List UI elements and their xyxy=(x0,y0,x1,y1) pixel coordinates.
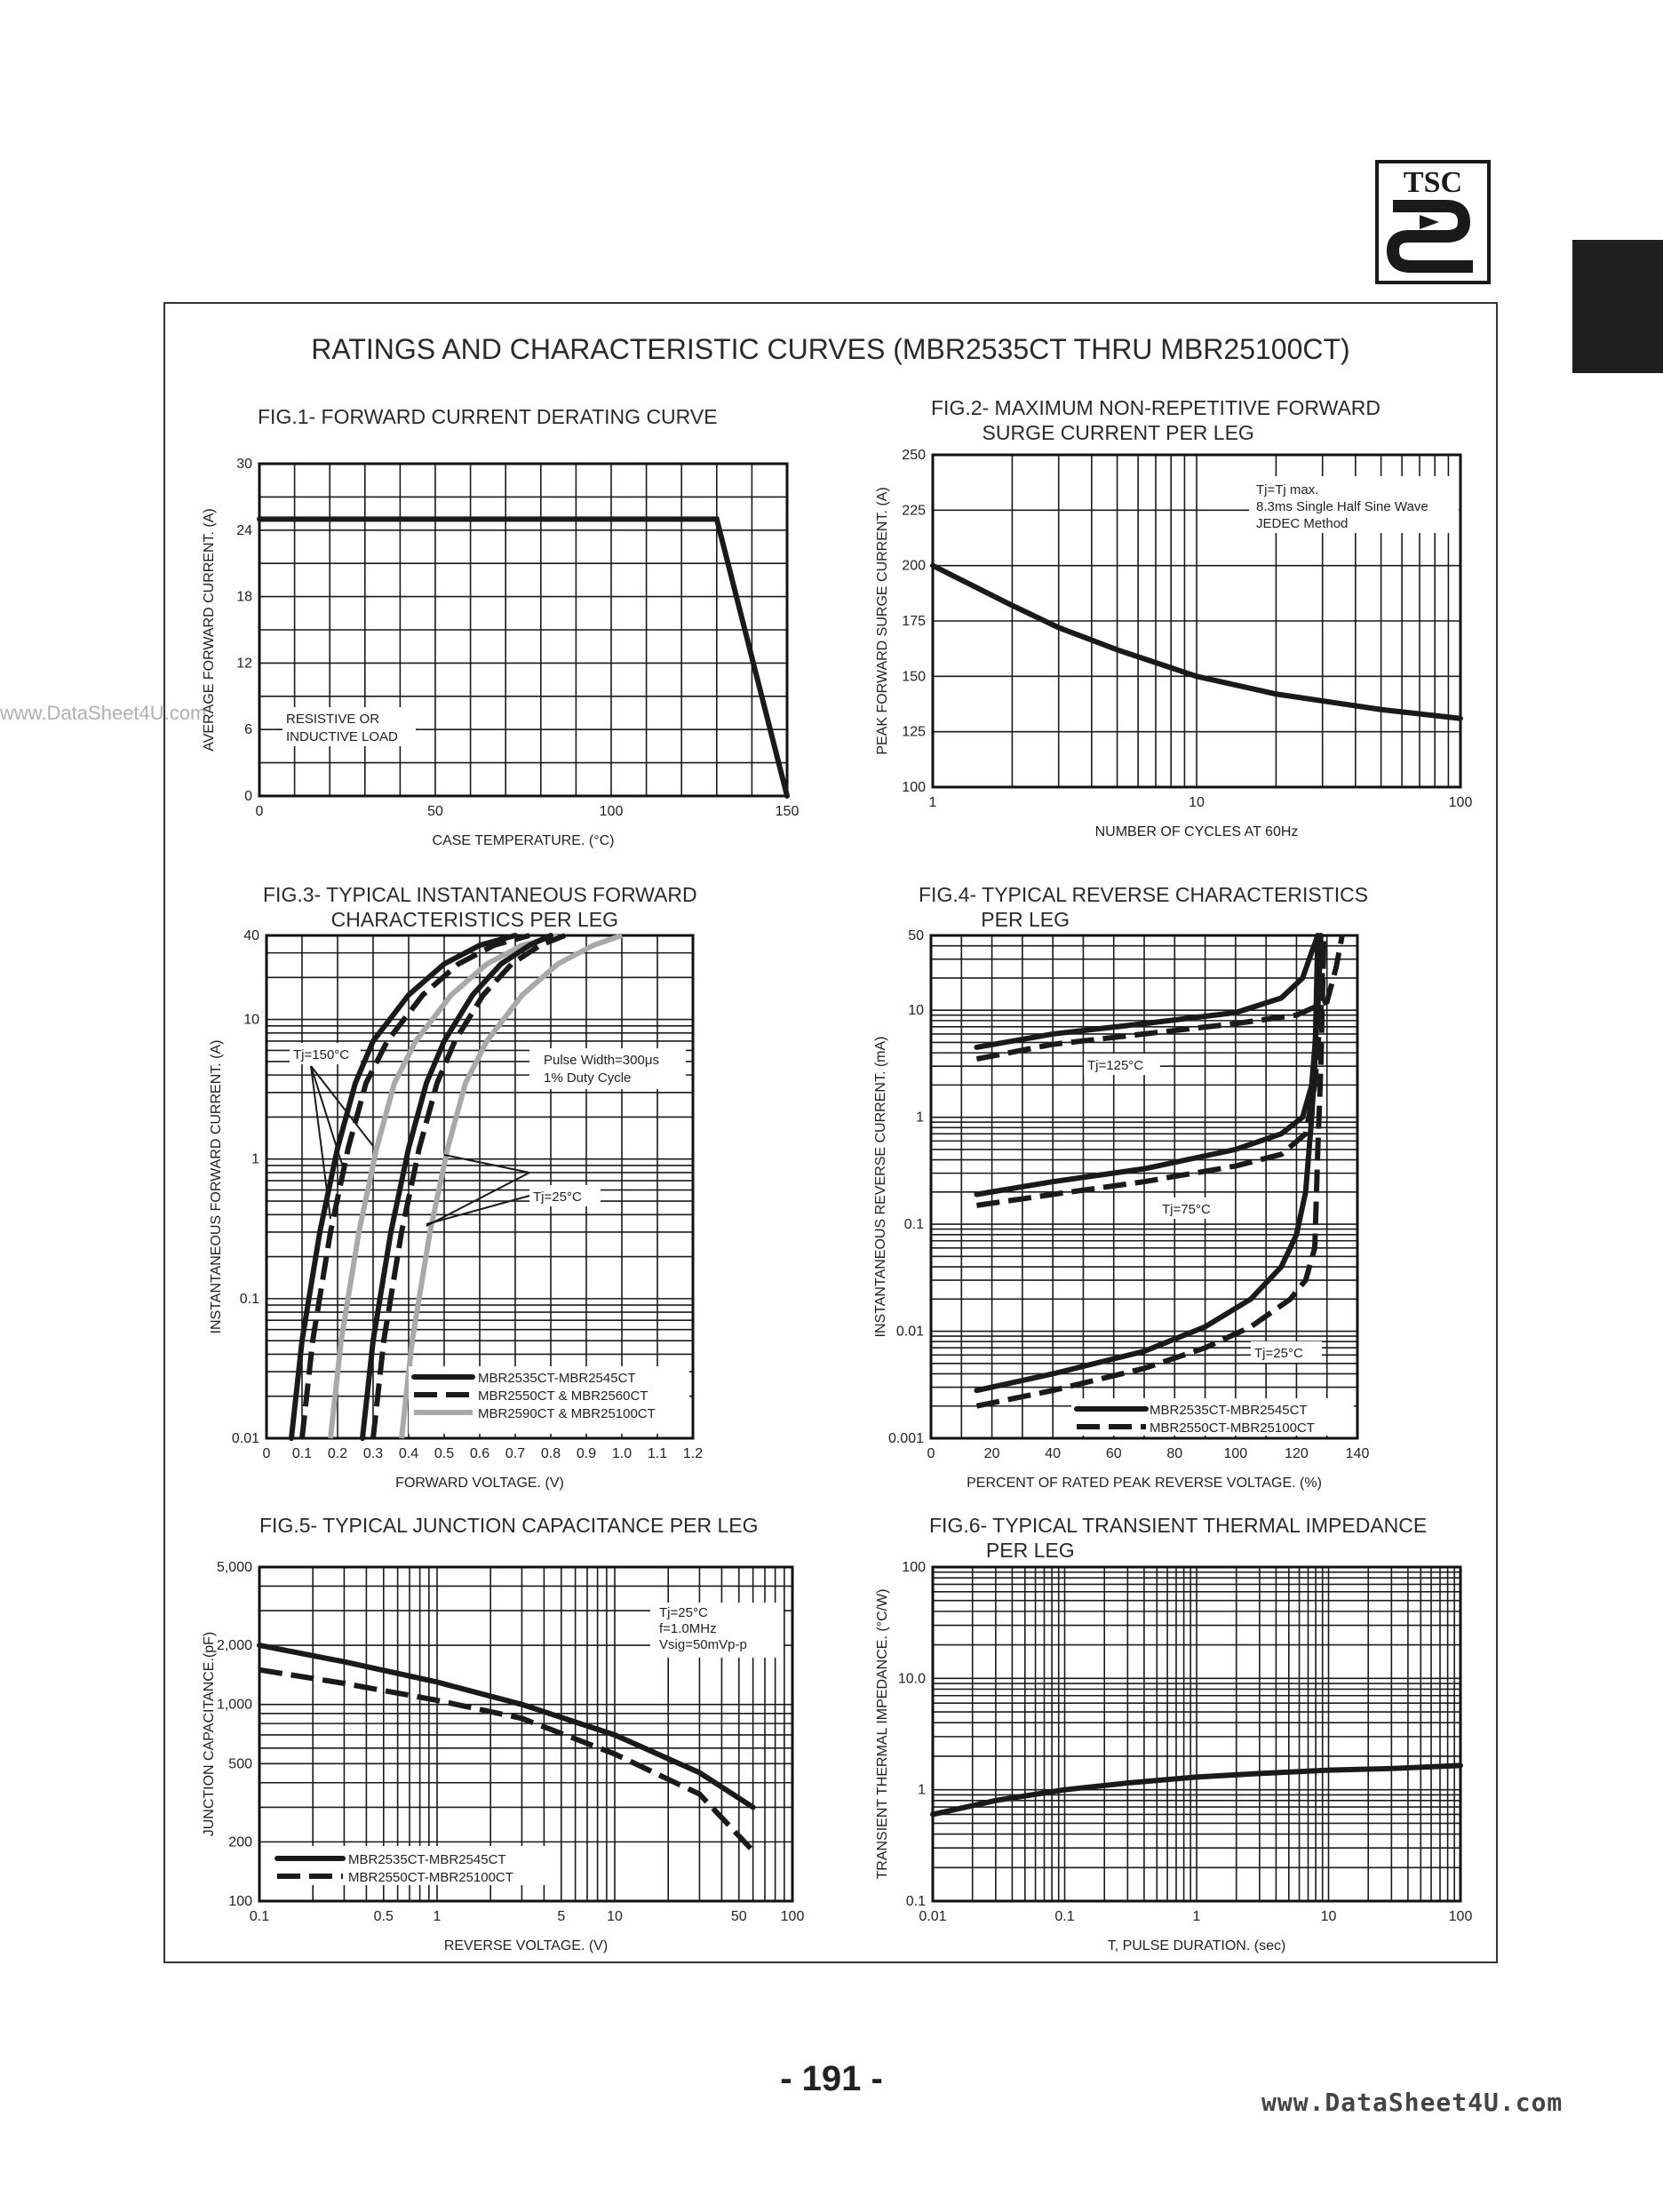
x-tick-label: 50 xyxy=(427,804,443,819)
fig5-legend-item: MBR2550CT-MBR25100CT xyxy=(348,1870,513,1885)
fig5-title: FIG.5- TYPICAL JUNCTION CAPACITANCE PER LEG xyxy=(259,1514,759,1537)
fig4-tj25-label: Tj=25°C xyxy=(1254,1346,1303,1361)
y-tick-label: 100 xyxy=(902,780,926,795)
x-tick-label: 100 xyxy=(1448,1909,1473,1924)
y-tick-label: 150 xyxy=(902,669,926,685)
x-tick-label: 0 xyxy=(255,804,264,819)
fig3-title: FIG.3- TYPICAL INSTANTANEOUS FORWARD CHARACTERISTICS PER LEG xyxy=(263,883,697,931)
fig4-title: FIG.4- TYPICAL REVERSE CHARACTERISTICS PER LEG xyxy=(919,883,1369,931)
fig2-note-line3: JEDEC Method xyxy=(1256,516,1349,531)
x-tick-label: 0.1 xyxy=(249,1909,270,1924)
logo-text: TSC xyxy=(1403,166,1463,199)
y-tick-label: 40 xyxy=(243,928,259,943)
fig6-plot xyxy=(875,1560,1472,1953)
fig1-note-line1: RESISTIVE OR xyxy=(286,712,380,727)
x-tick-label: 100 xyxy=(780,1909,805,1924)
y-tick-label: 24 xyxy=(236,522,252,538)
y-tick-label: 100 xyxy=(902,1560,926,1575)
fig5-note-line2: f=1.0MHz xyxy=(659,1621,717,1636)
fig3-legend-item: MBR2550CT & MBR2560CT xyxy=(478,1388,648,1404)
fig1-note-line2: INDUCTIVE LOAD xyxy=(286,729,398,744)
x-axis-label: CASE TEMPERATURE. (°C) xyxy=(432,833,615,848)
x-tick-label: 50 xyxy=(730,1909,747,1924)
x-tick-label: 0 xyxy=(927,1446,935,1461)
y-tick-label: 0.1 xyxy=(239,1291,259,1307)
x-axis-label: REVERSE VOLTAGE. (V) xyxy=(443,1938,609,1953)
y-tick-label: 2,000 xyxy=(216,1638,252,1654)
y-tick-label: 1 xyxy=(918,1782,926,1798)
fig5-legend-item: MBR2535CT-MBR2545CT xyxy=(348,1852,506,1867)
fig3-leader-line xyxy=(311,1066,345,1173)
x-tick-label: 0.4 xyxy=(398,1446,419,1461)
fig1-plot xyxy=(202,457,799,848)
footer-url: www.DataSheet4U.com xyxy=(1261,2088,1564,2117)
y-tick-label: 50 xyxy=(908,928,924,943)
y-tick-label: 10.0 xyxy=(897,1671,926,1687)
series-line xyxy=(976,935,1341,1059)
fig3-leader-line xyxy=(311,1066,330,1219)
x-axis-label: T, PULSE DURATION. (sec) xyxy=(1107,1938,1286,1953)
y-axis-label: INSTANTANEOUS FORWARD CURRENT. (A) xyxy=(209,1039,224,1334)
x-tick-label: 0.7 xyxy=(505,1446,526,1461)
x-tick-label: 0.5 xyxy=(434,1446,455,1461)
x-tick-label: 5 xyxy=(557,1909,566,1924)
fig2-note-line1: Tj=Tj max. xyxy=(1256,482,1319,497)
x-tick-label: 1.0 xyxy=(611,1446,633,1461)
y-tick-label: 0.01 xyxy=(895,1324,924,1340)
x-tick-label: 0.6 xyxy=(469,1446,490,1461)
page-number: - 191 - xyxy=(780,2059,883,2098)
y-tick-label: 5,000 xyxy=(216,1560,252,1575)
y-tick-label: 18 xyxy=(236,589,252,605)
x-tick-label: 10 xyxy=(1189,795,1205,810)
y-tick-label: 500 xyxy=(228,1756,252,1772)
y-tick-label: 0.1 xyxy=(905,1894,926,1909)
fig5-note-line3: Vsig=50mVp-p xyxy=(659,1637,747,1652)
x-tick-label: 1 xyxy=(928,795,937,810)
x-tick-label: 0.1 xyxy=(1054,1909,1075,1924)
fig3-pulse-line1: Pulse Width=300μs xyxy=(544,1053,659,1068)
series-line xyxy=(259,519,787,796)
y-axis-label: INSTANTANEOUS REVERSE CURRENT. (mA) xyxy=(873,1036,888,1338)
x-axis-label: PERCENT OF RATED PEAK REVERSE VOLTAGE. (%) xyxy=(967,1476,1322,1491)
fig2-note-line2: 8.3ms Single Half Sine Wave xyxy=(1256,499,1428,514)
fig4-legend-item: MBR2535CT-MBR2545CT xyxy=(1150,1403,1308,1418)
x-tick-label: 100 xyxy=(1448,795,1473,810)
y-tick-label: 200 xyxy=(902,558,926,574)
fig1-title: FIG.1- FORWARD CURRENT DERATING CURVE xyxy=(258,405,718,428)
watermark-left: www.DataSheet4U.com xyxy=(0,702,207,724)
x-tick-label: 0.01 xyxy=(919,1909,947,1924)
fig3-tj150-label: Tj=150°C xyxy=(293,1047,350,1062)
y-tick-label: 250 xyxy=(902,448,926,463)
x-tick-label: 100 xyxy=(599,804,624,819)
y-tick-label: 0.01 xyxy=(231,1431,259,1446)
y-tick-label: 0.1 xyxy=(903,1217,924,1233)
x-tick-label: 0 xyxy=(262,1446,271,1461)
fig4-tj125-label: Tj=125°C xyxy=(1087,1058,1144,1073)
x-tick-label: 0.5 xyxy=(373,1909,394,1924)
x-tick-label: 80 xyxy=(1166,1446,1183,1461)
y-tick-label: 6 xyxy=(244,722,252,738)
fig4-legend-item: MBR2550CT-MBR25100CT xyxy=(1150,1420,1315,1436)
y-axis-label: JUNCTION CAPACITANCE.(pF) xyxy=(202,1631,217,1837)
y-tick-label: 200 xyxy=(228,1834,252,1850)
x-tick-label: 0.8 xyxy=(540,1446,561,1461)
y-axis-label: PEAK FORWARD SURGE CURRENT. (A) xyxy=(875,487,890,755)
y-tick-label: 10 xyxy=(908,1003,924,1019)
x-tick-label: 20 xyxy=(983,1446,1000,1461)
y-tick-label: 10 xyxy=(243,1012,259,1028)
x-tick-label: 40 xyxy=(1045,1446,1062,1461)
x-tick-label: 1 xyxy=(433,1909,442,1924)
y-axis-label: TRANSIENT THERMAL IMPEDANCE. (°C/W) xyxy=(875,1588,890,1880)
y-tick-label: 0.001 xyxy=(887,1431,924,1446)
x-tick-label: 0.1 xyxy=(291,1446,313,1461)
y-tick-label: 1,000 xyxy=(216,1697,252,1713)
fig6-title: FIG.6- TYPICAL TRANSIENT THERMAL IMPEDANCE PER LEG xyxy=(929,1514,1428,1562)
y-tick-label: 225 xyxy=(902,503,926,519)
fig2-title: FIG.2- MAXIMUM NON-REPETITIVE FORWARD SURGE CURRENT PER LEG xyxy=(931,396,1381,444)
series-line xyxy=(259,1670,753,1851)
fig3-leader-line xyxy=(444,1155,529,1173)
x-tick-label: 150 xyxy=(775,804,800,819)
y-tick-label: 1 xyxy=(916,1110,924,1126)
y-tick-label: 175 xyxy=(902,614,926,629)
x-tick-label: 140 xyxy=(1345,1446,1370,1461)
x-tick-label: 10 xyxy=(607,1909,623,1924)
y-tick-label: 0 xyxy=(244,789,252,804)
y-tick-label: 1 xyxy=(251,1151,259,1167)
x-tick-label: 0.9 xyxy=(576,1446,597,1461)
fig4-tj75-label: Tj=75°C xyxy=(1162,1202,1211,1217)
x-tick-label: 60 xyxy=(1105,1446,1122,1461)
y-tick-label: 125 xyxy=(902,724,926,740)
fig3-legend-item: MBR2590CT & MBR25100CT xyxy=(478,1406,656,1421)
y-tick-label: 30 xyxy=(236,457,252,472)
y-axis-label: AVERAGE FORWARD CURRENT. (A) xyxy=(202,508,217,752)
fig3-legend-item: MBR2535CT-MBR2545CT xyxy=(478,1371,636,1386)
x-tick-label: 0.3 xyxy=(362,1446,384,1461)
fig3-pulse-line2: 1% Duty Cycle xyxy=(544,1070,632,1086)
x-axis-label: NUMBER OF CYCLES AT 60Hz xyxy=(1094,824,1299,839)
x-tick-label: 100 xyxy=(1223,1446,1248,1461)
fig3-tj25-label: Tj=25°C xyxy=(533,1190,582,1205)
y-tick-label: 12 xyxy=(236,656,252,672)
x-tick-label: 1.1 xyxy=(647,1446,668,1461)
series-line xyxy=(291,935,515,1438)
y-tick-label: 100 xyxy=(228,1894,252,1909)
x-tick-label: 0.2 xyxy=(327,1446,348,1461)
x-tick-label: 1 xyxy=(1192,1909,1201,1924)
x-axis-label: FORWARD VOLTAGE. (V) xyxy=(395,1476,564,1491)
fig5-note-line1: Tj=25°C xyxy=(659,1605,708,1620)
series-line xyxy=(362,935,551,1438)
x-tick-label: 1.2 xyxy=(682,1446,704,1461)
x-tick-label: 120 xyxy=(1285,1446,1309,1461)
page-title: RATINGS AND CHARACTERISTIC CURVES (MBR2535CT THRU MBR25100CT) xyxy=(311,333,1350,365)
x-tick-label: 10 xyxy=(1320,1909,1337,1924)
